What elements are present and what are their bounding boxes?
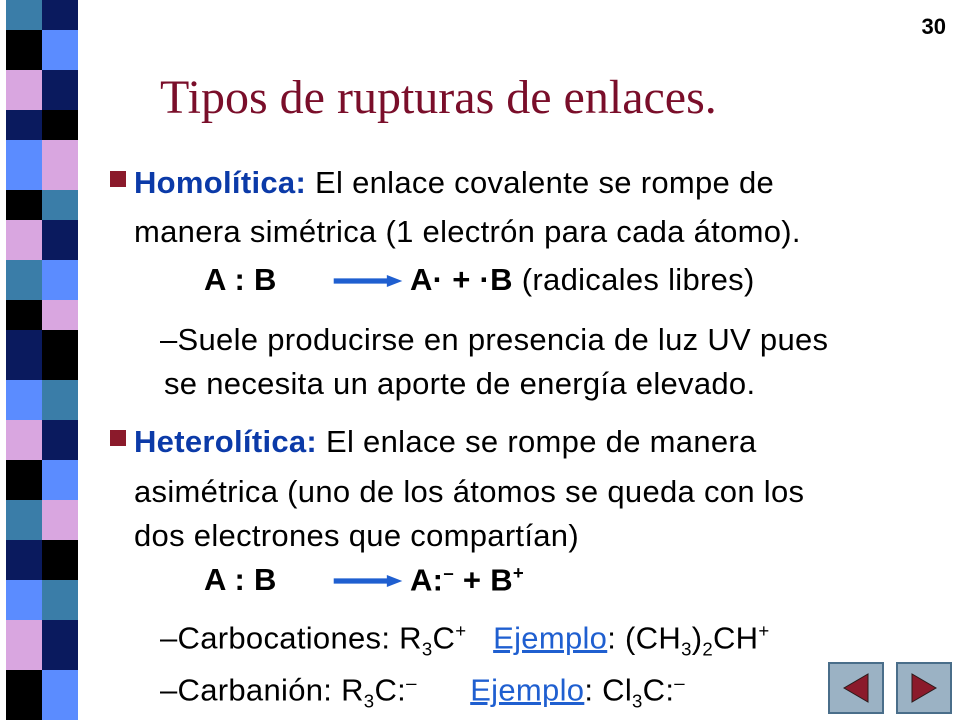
next-slide-button[interactable] xyxy=(896,662,952,714)
reaction-arrow-icon xyxy=(328,275,408,287)
prev-slide-button[interactable] xyxy=(828,662,884,714)
homolitica-line-2: manera simétrica (1 electrón para cada átomo). xyxy=(134,214,801,249)
heterolitica-line-1 xyxy=(110,424,757,460)
heterolitica-text-1: El enlace se rompe de manera xyxy=(325,424,757,459)
homolitica-equation-right: A· + ·B (radicales libres) xyxy=(410,262,755,297)
homolitica-note-1: –Suele producirse en presencia de luz UV pues xyxy=(160,322,829,357)
decorative-stripe xyxy=(0,0,112,720)
homolitica-text-1: El enlace covalente se rompe de xyxy=(315,165,775,200)
bullet-icon xyxy=(110,430,126,446)
stripe-pattern xyxy=(0,0,112,720)
heterolitica-line-3: dos electrones que compartían) xyxy=(134,518,579,553)
heterolitica-term: Heterolítica: xyxy=(134,424,318,459)
homolitica-note-2: se necesita un aporte de energía elevado. xyxy=(164,366,756,401)
reaction-arrow-icon xyxy=(328,575,408,587)
triangle-left-icon xyxy=(838,670,874,706)
heterolitica-equation-left: A : B xyxy=(204,562,277,597)
homolitica-equation-note: (radicales libres) xyxy=(521,262,755,297)
heterolitica-equation-right: A:– + B+ xyxy=(410,562,525,598)
triangle-right-icon xyxy=(906,670,942,706)
slide-title: Tipos de rupturas de enlaces. xyxy=(160,71,717,124)
heterolitica-line-2: asimétrica (uno de los átomos se queda con los xyxy=(134,474,805,509)
carbocation-line: –Carbocationes: $R_3C^+$ Ejemplo: $(CH_3)_2CH^+$ xyxy=(160,620,770,660)
carbocation-example-link[interactable]: Ejemplo xyxy=(493,620,608,656)
homolitica-line-1 xyxy=(110,165,774,201)
carbanion-line: –Carbanión: $R_3C:^-$ Ejemplo: $Cl_3C:^-$ xyxy=(160,672,685,712)
homolitica-equation-left: A : B xyxy=(204,262,277,297)
homolitica-term: Homolítica: xyxy=(134,165,307,200)
slide-number: 30 xyxy=(921,14,946,39)
carbanion-example-link[interactable]: Ejemplo xyxy=(470,672,585,708)
bullet-icon xyxy=(110,171,126,187)
